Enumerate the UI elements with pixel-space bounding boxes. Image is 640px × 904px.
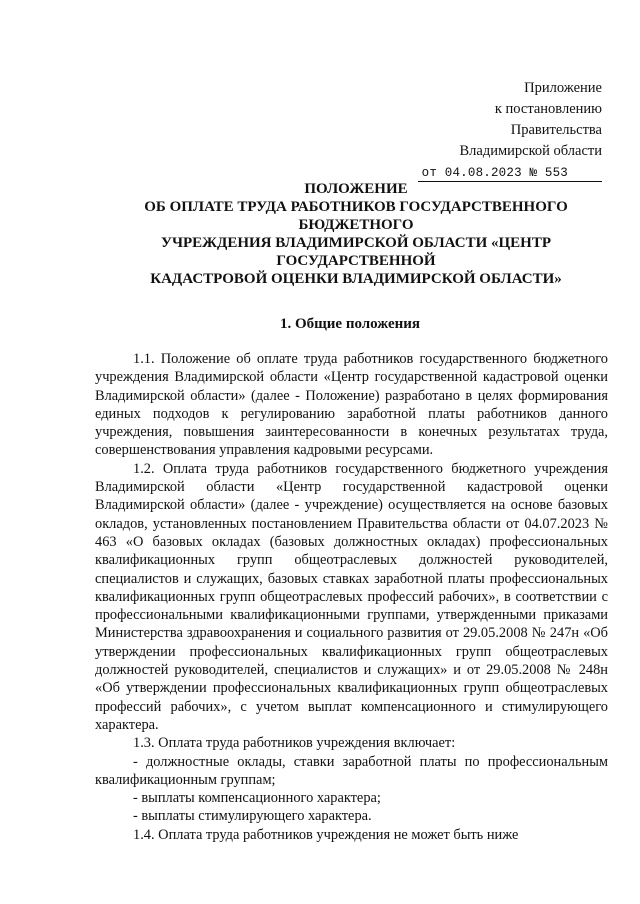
document-title — [70, 180, 640, 288]
appendix-line: Правительства — [510, 122, 602, 138]
paragraph-1-3: 1.3. Оплата труда работников учреждения включает: — [133, 735, 456, 752]
title-line: ПОЛОЖЕНИЕ — [304, 181, 408, 197]
title-line: УЧРЕЖДЕНИЯ ВЛАДИМИРСКОЙ ОБЛАСТИ «ЦЕНТР — [160, 235, 551, 251]
paragraph-1-1: 1.1. Положение об оплате труда работников государственного бюджетного учреждения Владимирской области «Центр государственной кадастровой оценки Владимирской области» (далее - Положение) разработано в целях формирования единых подходов к регулированию заработной платы работников данного учреждения, повышения заинтересованности в конечных результатах труда, совершенствования управления кадровыми ресурсами. — [95, 351, 608, 459]
title-line: БЮДЖЕТНОГО — [298, 217, 414, 233]
list-item: - должностные оклады, ставки заработной платы по профессиональным квалификационным группам; — [95, 753, 608, 788]
section-heading: 1. Общие положения — [279, 316, 421, 332]
title-line: ГОСУДАРСТВЕННОЙ — [276, 253, 436, 269]
appendix-line: Владимирской области — [459, 143, 602, 159]
paragraph-1-2: 1.2. Оплата труда работников государственного бюджетного учреждения Владимирской области «Центр государственной кадастровой оценки Владимирской области» (далее - учреждение) осуществляется на основе базовых окладов, установленных постановлением Правительства области от 04.07.2023 № 463 «О базовых окладах (базовых должностных окладах) профессиональных квалификационных групп общеотраслевых должностей руководителей, специалистов и служащих, базовых ставках заработной платы профессиональных квалификационных групп общеотраслевых профессий рабочих», в соответствии с профессиональными квалификационными группами, утвержденными приказами Министерства здравоохранения и социального развития от 29.05.2008 № 247н «Об утверждении профессиональных квалификационных групп общеотраслевых должностей руководителей, специалистов и служащих» и от 29.05.2008 № 248н «Об утверждении профессиональных квалификационных групп общеотраслевых профессий рабочих», с учетом выплат компенсационного и стимулирующего характера. — [95, 460, 608, 733]
title-line: КАДАСТРОВОЙ ОЦЕНКИ ВЛАДИМИРСКОЙ ОБЛАСТИ» — [150, 271, 562, 287]
decree-date-number: от 04.08.2023 № 553 — [418, 165, 602, 182]
list-item: - выплаты компенсационного характера; — [133, 790, 381, 807]
list-item: - выплаты стимулирующего характера. — [133, 808, 372, 825]
section-body — [95, 350, 608, 844]
title-line: ОБ ОПЛАТЕ ТРУДА РАБОТНИКОВ ГОСУДАРСТВЕННОГО — [144, 199, 568, 215]
appendix-line: к постановлению — [494, 101, 602, 117]
appendix-line: Приложение — [524, 80, 602, 96]
paragraph-1-4: 1.4. Оплата труда работников учреждения не может быть ниже — [133, 826, 519, 843]
appendix-block — [418, 78, 602, 183]
